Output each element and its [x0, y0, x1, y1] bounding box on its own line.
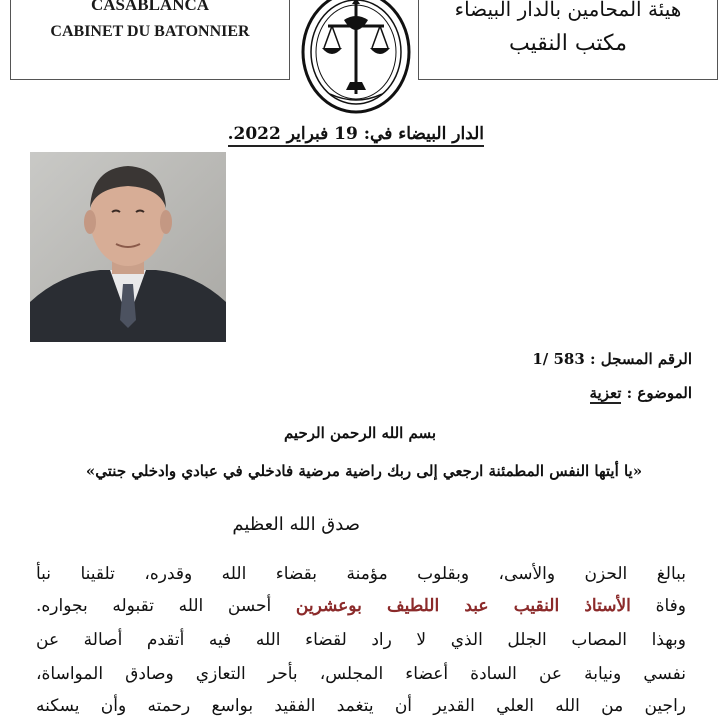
city-label: CASABLANCA: [90, 0, 210, 14]
portrait-photo: [30, 152, 226, 342]
office-label: مكتب النقيب: [509, 31, 627, 56]
body-line-5: راجين من الله العلي القدير أن يتغمد الفقيد بواسع رحمته وأن يسكنه: [36, 696, 686, 716]
cabinet-label: CABINET DU BATONNIER: [50, 23, 250, 40]
body-line-2-post: أحسن الله تقبوله بجواره.: [36, 596, 272, 616]
date-line: الدار البيضاء في: 19 فبراير 2022.: [228, 124, 484, 147]
quran-verse: «يا أيتها النفس المطمئنة ارجعي إلى ربك راضية مرضية فادخلي في عبادي وادخلي جنتي»: [85, 462, 643, 480]
body-line-4: نفسي ونيابة عن السادة أعضاء المجلس، بأحر التعازي وصادق المواساة،: [36, 664, 686, 684]
header-left-box: [10, 0, 290, 80]
subject-value: تعزية: [589, 384, 622, 402]
body-line-3: وبهذا المصاب الجلل الذي لا راد لقضاء الله فيه أتقدم أصالة عن: [36, 630, 686, 650]
body-line-2-pre: وفاة: [655, 596, 687, 616]
header-right-box: [418, 0, 718, 80]
body-line-2: [36, 596, 686, 616]
reference-label: الرقم المسجل :: [590, 350, 692, 368]
body-line-1: ببالغ الحزن والأسى، وبقلوب مؤمنة بقضاء الله وقدره، تلقينا نبأ: [36, 564, 686, 584]
reference-row: [532, 350, 692, 368]
scales-of-justice-icon: [300, 0, 412, 114]
sadaq-line: صدق الله العظيم: [232, 514, 360, 535]
bar-association-label: هيئة المحامين بالدار البيضاء: [454, 0, 682, 21]
subject-label: الموضوع :: [626, 384, 692, 402]
basmala: بسم الله الرحمن الرحيم: [283, 424, 437, 442]
deceased-name: الأستاذ النقيب عبد اللطيف بوعشرين: [295, 596, 631, 616]
reference-value: 583 /1: [532, 350, 585, 368]
subject-row: [590, 384, 693, 402]
